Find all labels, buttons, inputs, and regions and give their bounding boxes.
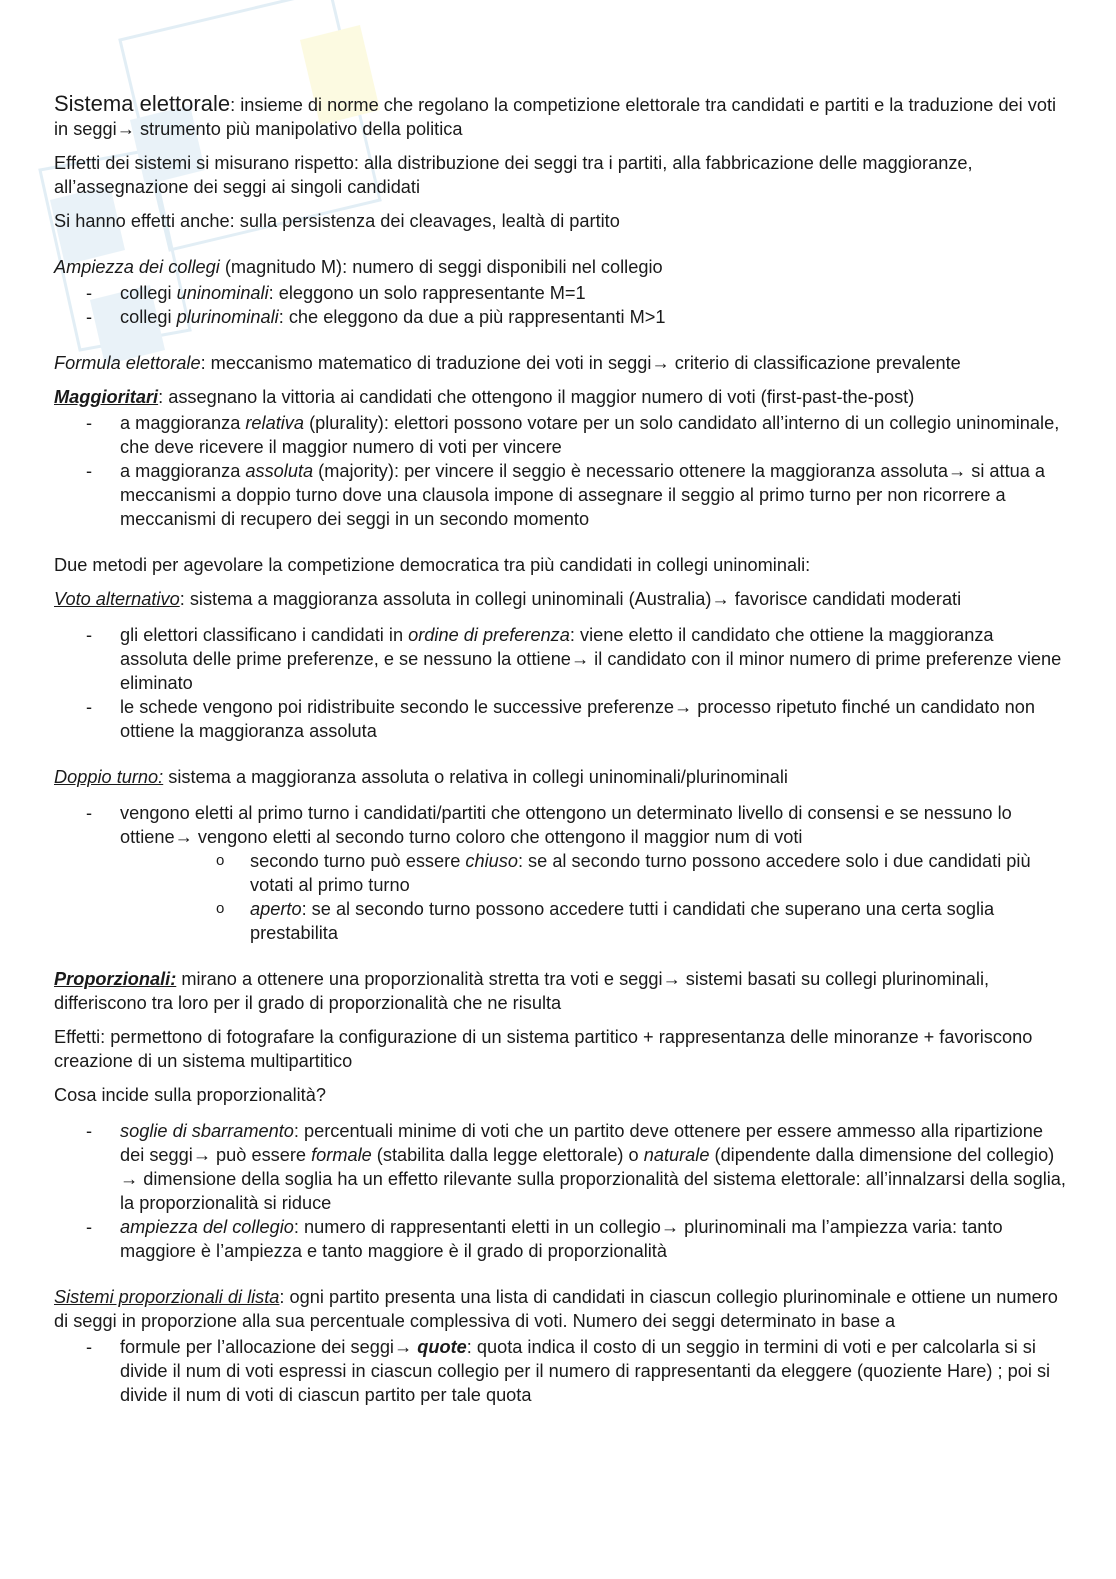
paragraph-maggioritari: Maggioritari: assegnano la vittoria ai candidati che ottengono il maggior numero di voti (first-past-the-post): [54, 387, 915, 407]
term-ampiezza-collegi: Ampiezza dei collegi: [54, 257, 220, 277]
term-sistema-elettorale: Sistema elettorale: [54, 91, 231, 116]
arrow-icon: →: [662, 969, 681, 989]
list-collegi: [54, 281, 1066, 329]
paragraph-formula: Formula elettorale: meccanismo matematico di traduzione dei voti in seggi→ criterio di classificazione prevalente: [54, 353, 961, 373]
arrow-icon: →: [120, 1169, 139, 1189]
arrow-icon: →: [570, 649, 590, 669]
list-item: - collegi uninominali: eleggono un solo rappresentante M=1: [54, 281, 1066, 305]
term-doppio-turno: Doppio turno:: [54, 767, 164, 787]
term-voto-alternativo: Voto alternativo: [54, 589, 180, 609]
paragraph-doppio-turno: Doppio turno: sistema a maggioranza assoluta o relativa in collegi uninominali/plurinominali: [54, 767, 788, 787]
arrow-icon: →: [393, 1337, 413, 1357]
paragraph-voto-alternativo: Voto alternativo: sistema a maggioranza assoluta in collegi uninominali (Australia)→ favorisce candidati moderati: [54, 589, 962, 609]
paragraph-cosa-incide: Cosa incide sulla proporzionalità?: [54, 1085, 326, 1105]
arrow-icon: →: [674, 697, 693, 717]
list-item: - le schede vengono poi ridistribuite secondo le successive preferenze→ processo ripetuto finché un candidato non ottiene la maggioranza assoluta: [54, 695, 1066, 743]
paragraph-due-metodi: Due metodi per agevolare la competizione democratica tra più candidati in collegi uninominali:: [54, 555, 811, 575]
document-page: [54, 92, 1066, 1407]
term-formula-elettorale: Formula elettorale: [54, 353, 201, 373]
term-maggioritari: Maggioritari: [54, 387, 159, 407]
paragraph-effetti-anche: Si hanno effetti anche: sulla persistenza dei cleavages, lealtà di partito: [54, 211, 620, 231]
arrow-icon: →: [660, 1217, 680, 1237]
list-item: - gli elettori classificano i candidati in ordine di preferenza: viene eletto il candidato che ottiene la maggioranza assoluta delle prime preferenze, e se nessuno la ottiene→ il candidato con il minor numero di prime preferenze viene eliminato: [54, 623, 1066, 695]
arrow-icon: →: [947, 461, 967, 481]
paragraph-ampiezza: Ampiezza dei collegi (magnitudo M): numero di seggi disponibili nel collegio: [54, 257, 663, 277]
paragraph-effetti-proporzionali: Effetti: permettono di fotografare la configurazione di un sistema partitico + rappresentanza delle minoranze + favoriscono creazione di un sistema multipartitico: [54, 1027, 1033, 1071]
arrow-icon: →: [174, 827, 193, 847]
list-proporzionalita: [54, 1119, 1066, 1263]
paragraph-sistemi-lista: Sistemi proporzionali di lista: ogni partito presenta una lista di candidati in ciascun collegio plurinominale e ottiene un numero di seggi in proporzione alla sua percentuale complessiva di voti. Numero dei seggi determinato in base a: [54, 1287, 1058, 1331]
arrow-icon: →: [651, 353, 670, 373]
list-item: - ampiezza del collegio: numero di rappresentanti eletti in un collegio→ plurinominali ma l’ampiezza varia: tanto maggiore è l’ampiezza e tanto maggiore è il grado di proporzionalità: [54, 1215, 1066, 1263]
arrow-icon: →: [116, 119, 135, 139]
list-formule: [54, 1335, 1066, 1407]
list-item: - soglie di sbarramento: percentuali minime di voti che un partito deve ottenere per essere ammesso alla ripartizione dei seggi→ può essere formale (stabilita dalla legge elettorale) o naturale (dipendente dalla dimensione del collegio) → dimensione della soglia ha un effetto rilevante sulla proporzionalità del sistema elettorale: all’innalzarsi della soglia, la proporzionalità si riduce: [54, 1119, 1066, 1215]
term-proporzionali: Proporzionali:: [54, 969, 177, 989]
list-maggioranza: [54, 411, 1066, 531]
paragraph-proporzionali: Proporzionali: mirano a ottenere una proporzionalità stretta tra voti e seggi→ sistemi basati su collegi plurinominali, differiscono tra loro per il grado di proporzionalità che ne risulta: [54, 969, 990, 1013]
paragraph-sistema-elettorale: Sistema elettorale: insieme di norme che regolano la competizione elettorale tra candidati e partiti e la traduzione dei voti in seggi→ strumento più manipolativo della politica: [54, 91, 1057, 139]
list-item: o aperto: se al secondo turno possono accedere tutti i candidati che superano una certa soglia prestabilita: [120, 897, 1066, 945]
list-item: - vengono eletti al primo turno i candidati/partiti che ottengono un determinato livello di consensi e se nessuno lo ottiene→ vengono eletti al secondo turno coloro che ottengono il maggior num di voti o secondo turno può essere chiuso: se al secondo turno possono accedere solo i due candidati più votati al primo turno o aperto: se al secondo turno possono accedere tutti i candidati che superano una certa soglia prestabilita: [54, 801, 1066, 945]
list-item: - a maggioranza relativa (plurality): elettori possono votare per un solo candidato all’interno di un collegio uninominale, che deve ricevere il maggior numero di voti per vincere: [54, 411, 1066, 459]
list-voto-alternativo: [54, 623, 1066, 743]
arrow-icon: →: [711, 589, 730, 609]
arrow-icon: →: [192, 1145, 211, 1165]
paragraph-effetti: Effetti dei sistemi si misurano rispetto: alla distribuzione dei seggi tra i partiti, alla fabbricazione delle maggioranze, all’assegnazione dei seggi ai singoli candidati: [54, 153, 973, 197]
list-item: - formule per l’allocazione dei seggi→ quote: quota indica il costo di un seggio in termini di voti e per calcolarla si si divide il num di voti espressi in ciascun collegio per il numero di rappresentanti da eleggere (quoziente Hare) ; poi si divide il num di voti di ciascun partito per tale quota: [54, 1335, 1066, 1407]
sublist-turno: [120, 849, 1066, 945]
term-sistemi-proporzionali-lista: Sistemi proporzionali di lista: [54, 1287, 280, 1307]
list-doppio-turno: [54, 801, 1066, 945]
list-item: - a maggioranza assoluta (majority): per vincere il seggio è necessario ottenere la maggioranza assoluta→ si attua a meccanismi a doppio turno dove una clausola impone di assegnare il seggio al primo turno per non ricorrere a meccanismi di recupero dei seggi in un secondo momento: [54, 459, 1066, 531]
list-item: o secondo turno può essere chiuso: se al secondo turno possono accedere solo i due candidati più votati al primo turno: [120, 849, 1066, 897]
list-item: - collegi plurinominali: che eleggono da due a più rappresentanti M>1: [54, 305, 1066, 329]
